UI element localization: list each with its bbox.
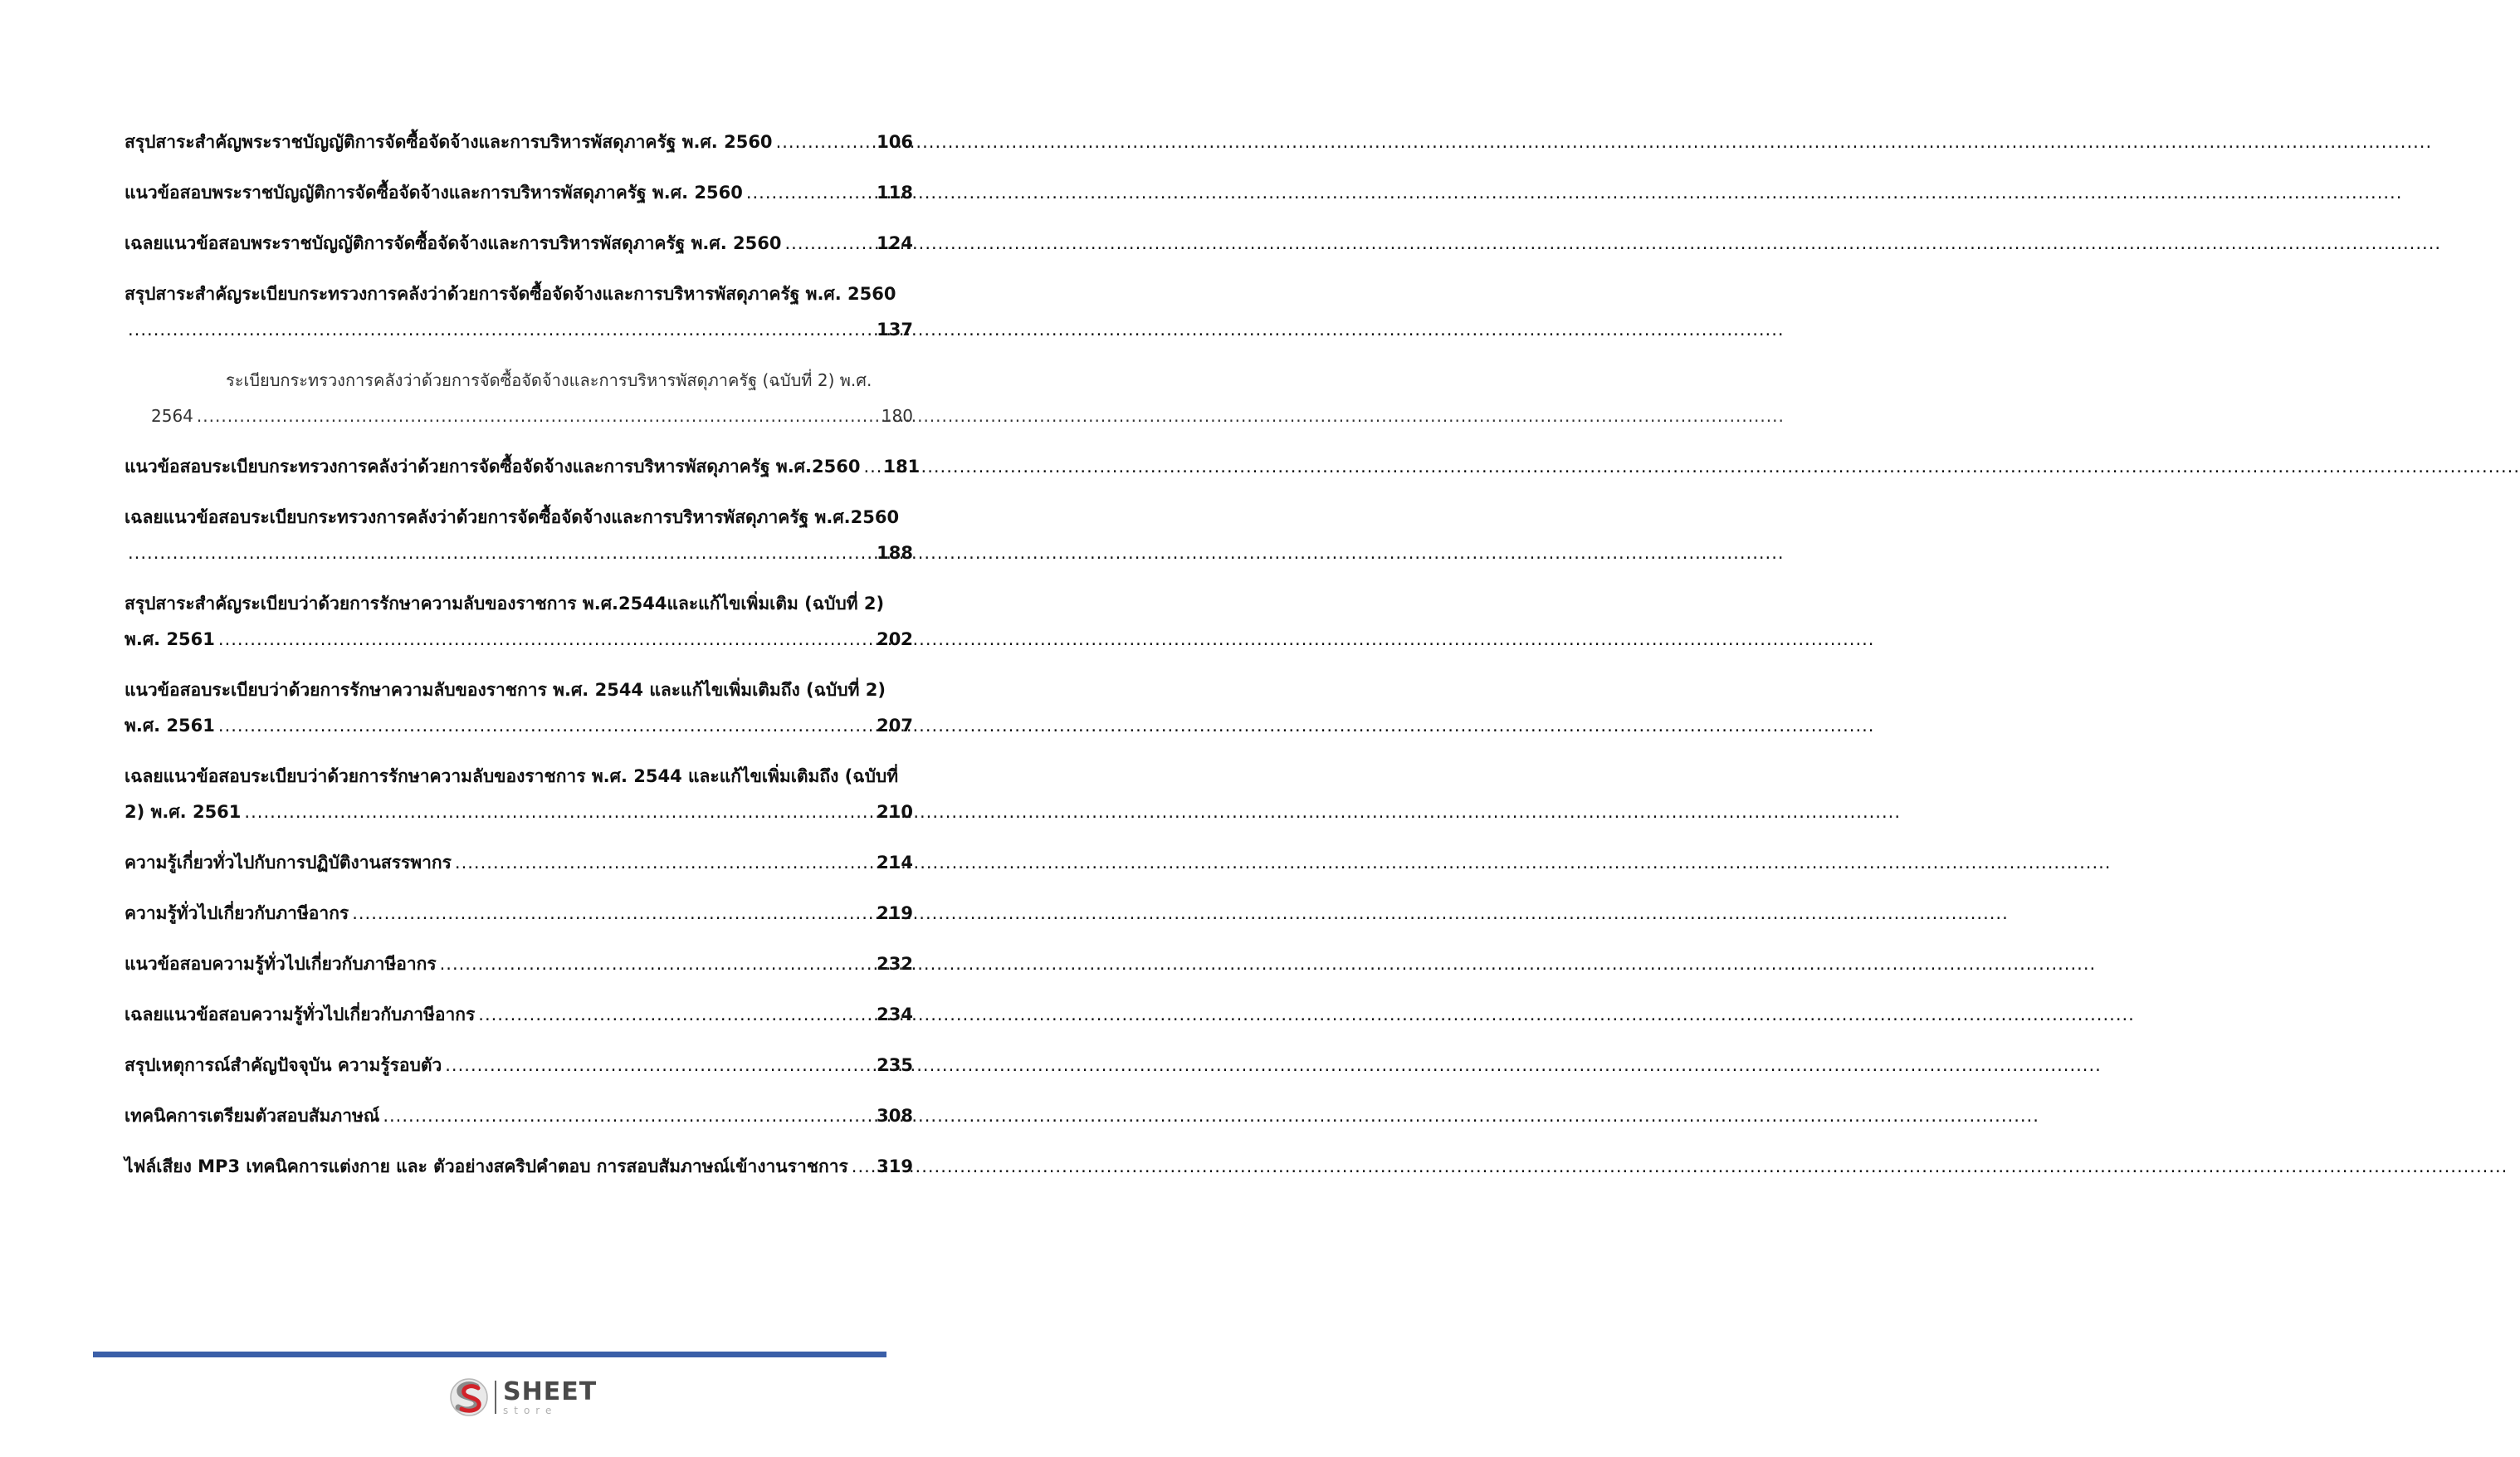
- toc-page-number: 234: [877, 1005, 913, 1024]
- toc-page-number: 118: [877, 183, 913, 203]
- toc-entry[interactable]: [125, 449, 921, 485]
- toc-page-number: 137: [877, 320, 913, 340]
- toc-page-number: 180: [881, 406, 913, 426]
- toc-page-number: 210: [877, 802, 913, 822]
- logo-word: SHEET: [503, 1376, 598, 1406]
- toc-entry-line: [125, 759, 913, 795]
- toc-entry-title: เฉลยแนวข้อสอบระเบียบว่าด้วยการรักษาความลับของราชการ พ.ศ. 2544 และแก้ไขเพิ่มเติมถึง (ฉบับที่: [125, 766, 899, 786]
- toc-leader-dots: [128, 312, 873, 348]
- toc-entry-line: [125, 1149, 913, 1185]
- toc-entry-title: สรุปสาระสำคัญพระราชบัญญัติการจัดซื้อจัดจ้างและการบริหารพัสดุภาครัฐ พ.ศ. 2560: [125, 132, 773, 152]
- toc-entry[interactable]: [125, 896, 913, 931]
- toc-entry[interactable]: [125, 500, 913, 571]
- toc-entry-line: [151, 363, 913, 398]
- logo-subword: store: [503, 1404, 558, 1416]
- toc-entry-title: เทคนิคการเตรียมตัวสอบสัมภาษณ์: [125, 1106, 380, 1126]
- toc-leader-dots: [746, 175, 873, 211]
- toc-entry-title: เฉลยแนวข้อสอบพระราชบัญญัติการจัดซื้อจัดจ้างและการบริหารพัสดุภาครัฐ พ.ศ. 2560: [125, 233, 782, 253]
- toc-leader-dots: [244, 795, 873, 830]
- toc-entry-line: [125, 997, 913, 1033]
- toc-entry-title: ความรู้ทั่วไปเกี่ยวกับภาษีอากร: [125, 903, 349, 923]
- toc-entry-title: 2) พ.ศ. 2561: [125, 802, 242, 822]
- toc-entry-line: [125, 312, 913, 348]
- toc-entry-line: [125, 276, 913, 312]
- toc-leader-dots: [197, 398, 878, 434]
- toc-page-number: 207: [877, 716, 913, 736]
- toc-entry-line: [125, 845, 913, 881]
- toc-entry[interactable]: [125, 1048, 913, 1083]
- toc-entry-title: แนวข้อสอบพระราชบัญญัติการจัดซื้อจัดจ้างและการบริหารพัสดุภาครัฐ พ.ศ. 2560: [125, 183, 743, 203]
- footer-rule: [93, 1352, 886, 1357]
- toc-leader-dots: [784, 226, 873, 262]
- toc-entry-title: พ.ศ. 2561: [125, 629, 215, 649]
- toc-entry-title: แนวข้อสอบความรู้ทั่วไปเกี่ยวกับภาษีอากร: [125, 954, 437, 974]
- toc-entry-title: เฉลยแนวข้อสอบระเบียบกระทรวงการคลังว่าด้วยการจัดซื้อจัดจ้างและการบริหารพัสดุภาครัฐ พ.ศ.2560: [125, 507, 900, 527]
- toc-entry-title: 2564: [151, 406, 193, 426]
- toc-entry-line: [125, 535, 913, 571]
- toc-entry-line: [125, 672, 913, 708]
- toc-page-number: 308: [877, 1106, 913, 1126]
- toc-entry-line: [125, 449, 921, 485]
- toc-leader-dots: [128, 535, 873, 571]
- toc-entry-line: [125, 175, 913, 211]
- toc-entry-line: [125, 896, 913, 931]
- toc-leader-dots: [218, 622, 873, 658]
- toc-leader-dots: [478, 997, 873, 1033]
- toc-entry[interactable]: [125, 276, 913, 348]
- toc-page-number: 106: [877, 132, 913, 152]
- toc-leader-dots: [445, 1048, 873, 1083]
- toc-entry-line: [125, 1048, 913, 1083]
- toc-page-number: 214: [877, 853, 913, 873]
- toc-entry-title: สรุปเหตุการณ์สำคัญปัจจุบัน ความรู้รอบตัว: [125, 1055, 442, 1075]
- toc-entry[interactable]: [125, 845, 913, 881]
- toc-entry-title: ไฟล์เสียง MP3 เทคนิคการแต่งกาย และ ตัวอย่างสคริปคำตอบ การสอบสัมภาษณ์เข้างานราชการ: [125, 1156, 848, 1176]
- table-of-contents: [125, 125, 921, 1200]
- toc-leader-dots: [218, 708, 873, 744]
- toc-leader-dots: [455, 845, 873, 881]
- toc-entry-title: เฉลยแนวข้อสอบความรู้ทั่วไปเกี่ยวกับภาษีอากร: [125, 1005, 476, 1024]
- toc-entry-line: [125, 500, 913, 535]
- toc-entry-title: แนวข้อสอบระเบียบกระทรวงการคลังว่าด้วยการจัดซื้อจัดจ้างและการบริหารพัสดุภาครัฐ พ.ศ.2560: [125, 457, 861, 477]
- logo-text: [503, 1376, 598, 1416]
- toc-entry[interactable]: [151, 363, 913, 434]
- toc-page-number: 235: [877, 1055, 913, 1075]
- toc-entry[interactable]: [125, 586, 913, 658]
- toc-entry[interactable]: [125, 1149, 913, 1185]
- logo-divider: [495, 1381, 496, 1414]
- toc-entry[interactable]: [125, 1098, 913, 1134]
- toc-entry-title: พ.ศ. 2561: [125, 716, 215, 736]
- toc-leader-dots: [383, 1098, 873, 1134]
- sheet-store-logo: [448, 1374, 597, 1420]
- toc-entry[interactable]: [125, 125, 913, 160]
- toc-entry[interactable]: [125, 759, 913, 830]
- toc-entry[interactable]: [125, 672, 913, 744]
- toc-leader-dots: [352, 896, 873, 931]
- toc-leader-dots: [852, 1149, 873, 1185]
- toc-entry-line: [125, 946, 913, 982]
- toc-entry-line: [125, 226, 913, 262]
- toc-entry[interactable]: [125, 226, 913, 262]
- toc-leader-dots: [863, 449, 880, 485]
- toc-entry-title: สรุปสาระสำคัญระเบียบว่าด้วยการรักษาความลับของราชการ พ.ศ.2544และแก้ไขเพิ่มเติม (ฉบับที่ 2): [125, 594, 885, 614]
- toc-entry[interactable]: [125, 997, 913, 1033]
- toc-entry-line: [151, 398, 913, 434]
- toc-page-number: 202: [877, 629, 913, 649]
- toc-page-number: 124: [877, 233, 913, 253]
- toc-entry-title: แนวข้อสอบระเบียบว่าด้วยการรักษาความลับของราชการ พ.ศ. 2544 และแก้ไขเพิ่มเติมถึง (ฉบับที่ 2): [125, 680, 886, 700]
- toc-leader-dots: [776, 125, 874, 160]
- sheet-store-logo-icon: [448, 1376, 490, 1418]
- toc-entry-line: [125, 1098, 913, 1134]
- toc-entry-title: ระเบียบกระทรวงการคลังว่าด้วยการจัดซื้อจัดจ้างและการบริหารพัสดุภาครัฐ (ฉบับที่ 2) พ.ศ.: [226, 370, 872, 390]
- toc-entry[interactable]: [125, 946, 913, 982]
- toc-entry-title: ความรู้เกี่ยวทั่วไปกับการปฏิบัติงานสรรพากร: [125, 853, 452, 873]
- toc-page-number: 232: [877, 954, 913, 974]
- toc-page-number: 181: [883, 457, 921, 477]
- toc-entry-line: [125, 125, 913, 160]
- toc-entry-line: [125, 586, 913, 622]
- toc-entry-line: [125, 622, 913, 658]
- toc-page-number: 219: [877, 903, 913, 923]
- toc-entry-title: สรุปสาระสำคัญระเบียบกระทรวงการคลังว่าด้วยการจัดซื้อจัดจ้างและการบริหารพัสดุภาครัฐ พ.ศ. 2560: [125, 284, 896, 304]
- toc-leader-dots: [440, 946, 874, 982]
- toc-entry-line: [125, 795, 913, 830]
- toc-page-number: 188: [877, 543, 913, 563]
- toc-page-number: 319: [877, 1156, 913, 1176]
- toc-entry-line: [125, 708, 913, 744]
- toc-entry[interactable]: [125, 175, 913, 211]
